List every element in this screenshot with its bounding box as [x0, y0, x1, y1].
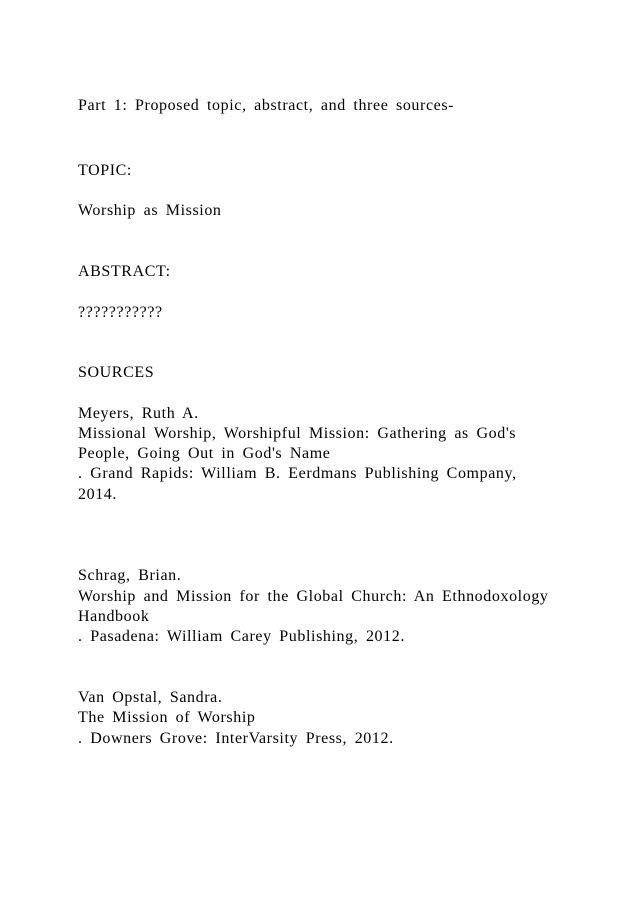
source-title-line: Missional Worship, Worshipful Mission: Gathering as God's — [78, 425, 517, 442]
source-title-line: Worship and Mission for the Global Church: An Ethnodoxology — [78, 588, 549, 605]
source-title-line: Handbook — [78, 608, 150, 625]
abstract-label: ABSTRACT: — [78, 263, 171, 280]
document-heading: Part 1: Proposed topic, abstract, and three sources- — [78, 97, 455, 114]
source-author: Van Opstal, Sandra. — [78, 689, 223, 706]
source-publisher-line: 2014. — [78, 486, 117, 503]
source-author: Meyers, Ruth A. — [78, 405, 199, 422]
topic-value: Worship as Mission — [78, 202, 222, 219]
source-publisher-line: . Downers Grove: InterVarsity Press, 2012. — [78, 730, 394, 747]
abstract-value: ??????????? — [78, 304, 163, 321]
source-author: Schrag, Brian. — [78, 567, 182, 584]
topic-label: TOPIC: — [78, 162, 132, 179]
source-title-line: The Mission of Worship — [78, 709, 256, 726]
sources-label: SOURCES — [78, 364, 155, 381]
source-title-line: People, Going Out in God's Name — [78, 445, 331, 462]
source-publisher-line: . Grand Rapids: William B. Eerdmans Publishing Company, — [78, 465, 517, 482]
source-publisher-line: . Pasadena: William Carey Publishing, 2012. — [78, 628, 405, 645]
